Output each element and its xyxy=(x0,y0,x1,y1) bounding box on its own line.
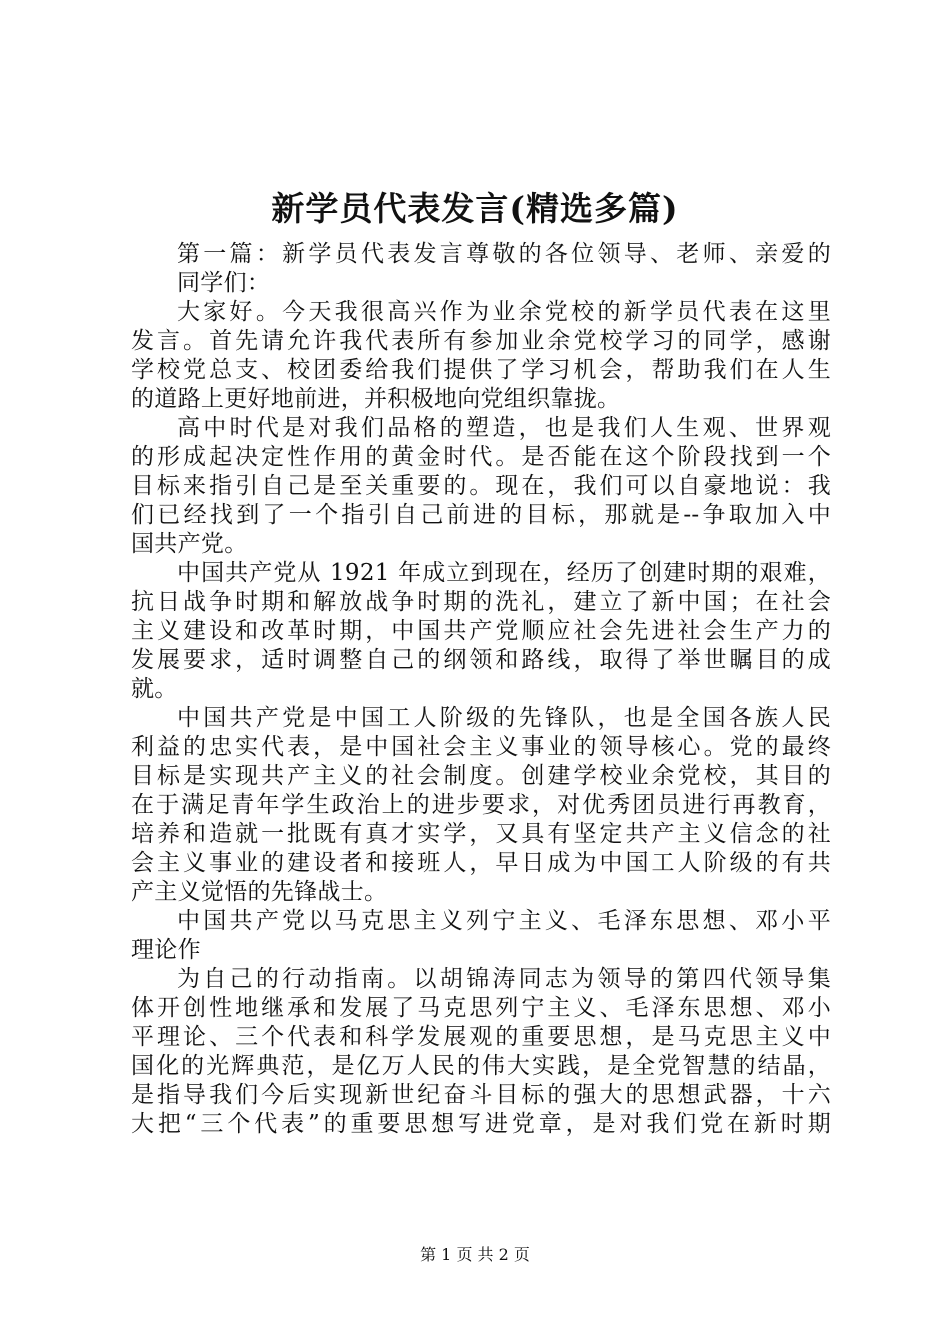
text-line: 大把“三个代表”的重要思想写进党章，是对我们党在新时期 xyxy=(131,1111,831,1137)
text-line: 同学们： xyxy=(177,270,271,296)
page-footer: 第 1 页 共 2 页 xyxy=(420,1245,530,1264)
text-line: 国共产党。 xyxy=(131,531,248,557)
text-line: 平理论、三个代表和科学发展观的重要思想，是马克思主义中 xyxy=(131,1024,831,1050)
text-line: 中国共产党以马克思主义列宁主义、毛泽东思想、邓小平 xyxy=(177,908,831,934)
text-line: 抗日战争时期和解放战争时期的洗礼，建立了新中国；在社会 xyxy=(131,589,831,615)
text-line: 体开创性地继承和发展了马克思列宁主义、毛泽东思想、邓小 xyxy=(131,995,831,1021)
text-line: 会主义事业的建设者和接班人，早日成为中国工人阶级的有共 xyxy=(131,850,831,876)
text-line: 目标是实现共产主义的社会制度。创建学校业余党校，其目的 xyxy=(131,763,831,789)
text-line: 就。 xyxy=(131,676,178,702)
text-line: 高中时代是对我们品格的塑造，也是我们人生观、世界观 xyxy=(177,415,831,441)
text-line: 发言。首先请允许我代表所有参加业余党校学习的同学，感谢 xyxy=(131,328,831,354)
text-line: 们已经找到了一个指引自己前进的目标，那就是--争取加入中 xyxy=(131,502,831,528)
document-title: 新学员代表发言(精选多篇) xyxy=(271,189,679,228)
text-line: 是指导我们今后实现新世纪奋斗目标的强大的思想武器，十六 xyxy=(131,1082,831,1108)
text-line: 主义建设和改革时期，中国共产党顺应社会先进社会生产力的 xyxy=(131,618,831,644)
text-line: 的道路上更好地前进，并积极地向党组织靠拢。 xyxy=(131,386,621,412)
text-line: 中国共产党从 1921 年成立到现在，经历了创建时期的艰难， xyxy=(177,560,831,586)
text-line: 目标来指引自己是至关重要的。现在，我们可以自豪地说：我 xyxy=(131,473,831,499)
text-line: 为自己的行动指南。以胡锦涛同志为领导的第四代领导集 xyxy=(177,966,831,992)
document-body xyxy=(131,240,831,1139)
text-line: 发展要求，适时调整自己的纲领和路线，取得了举世瞩目的成 xyxy=(131,647,831,673)
text-line: 学校党总支、校团委给我们提供了学习机会，帮助我们在人生 xyxy=(131,357,831,383)
text-line: 的形成起决定性作用的黄金时代。是否能在这个阶段找到一个 xyxy=(131,444,831,470)
text-line: 大家好。今天我很高兴作为业余党校的新学员代表在这里 xyxy=(177,299,831,325)
text-line: 培养和造就一批既有真才实学，又具有坚定共产主义信念的社 xyxy=(131,821,831,847)
text-line: 中国共产党是中国工人阶级的先锋队，也是全国各族人民 xyxy=(177,705,831,731)
text-line: 第一篇：新学员代表发言尊敬的各位领导、老师、亲爱的 xyxy=(177,241,831,267)
text-line: 理论作 xyxy=(131,937,201,963)
text-line: 在于满足青年学生政治上的进步要求，对优秀团员进行再教育， xyxy=(131,792,831,818)
text-line: 产主义觉悟的先锋战士。 xyxy=(131,879,388,905)
text-line: 利益的忠实代表，是中国社会主义事业的领导核心。党的最终 xyxy=(131,734,831,760)
text-line: 国化的光辉典范，是亿万人民的伟大实践，是全党智慧的结晶， xyxy=(131,1053,831,1079)
